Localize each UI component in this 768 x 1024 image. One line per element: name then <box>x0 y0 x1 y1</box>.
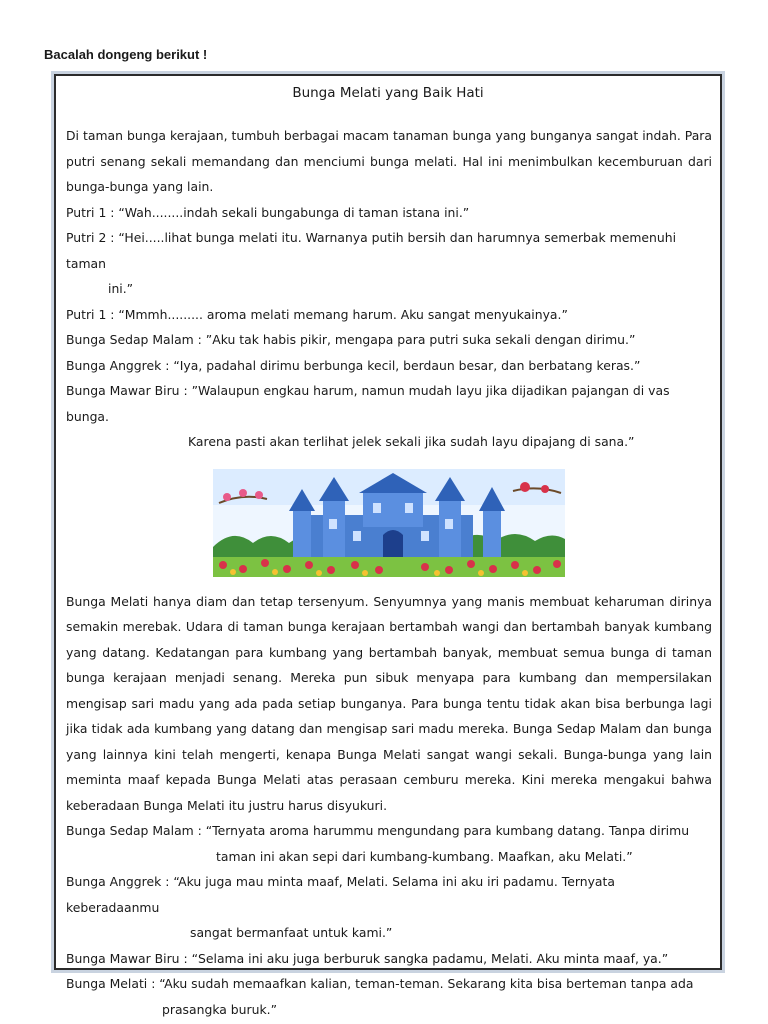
intro-paragraph: Di taman bunga kerajaan, tumbuh berbagai macam tanaman bunga yang bunganya sangat indah. Para putri senang sekali memandang dan menciumi bunga melati. Hal ini menimbulkan kecemburuan dari bunga-bunga yang lain. <box>66 128 712 194</box>
dialog-line: Bunga Anggrek : “Iya, padahal dirimu berbunga kecil, berdaun besar, dan berbatang keras.” <box>66 357 641 373</box>
dialog-line: Bunga Mawar Biru : “Selama ini aku juga berburuk sangka padamu, Melati. Aku minta maaf, ya.” <box>66 950 669 966</box>
story-title: Bunga Melati yang Baik Hati <box>292 85 484 101</box>
dialog-line: Putri 1 : “Wah........indah sekali bungabunga di taman istana ini.” <box>66 204 470 220</box>
instruction-text: Bacalah dongeng berikut ! <box>44 47 208 62</box>
dialog-line: Bunga Sedap Malam : ”Aku tak habis pikir, mengapa para putri suka sekali dengan dirimu.” <box>66 332 636 347</box>
dialog-line: Putri 1 : “Mmmh......... aroma melati memang harum. Aku sangat menyukainya.” <box>66 306 568 322</box>
story-body <box>66 123 712 1022</box>
dialog-line: Bunga Melati : “Aku sudah memaafkan kalian, teman-teman. Sekarang kita bisa berteman tanpa ada prasangka buruk.” <box>66 976 694 1017</box>
dialog-line: Bunga Mawar Biru : ”Walaupun engkau harum, namun mudah layu jika dijadikan pajangan di vas bunga. Karena pasti akan terlihat jelek sekali jika sudah layu dipajang di sana.” <box>66 383 670 449</box>
dialog-line: Bunga Sedap Malam : “Ternyata aroma harummu mengundang para kumbang datang. Tanpa dirimu taman ini akan sepi dari kumbang-kumbang. Maafkan, aku Melati.” <box>66 823 690 864</box>
story-box <box>54 74 722 1017</box>
castle-garden-illustration <box>213 469 565 577</box>
dialog-line: Bunga Anggrek : “Aku juga mau minta maaf, Melati. Selama ini aku iri padamu. Ternyata keberadaanmu sangat bermanfaat untuk kami.” <box>66 874 615 940</box>
middle-paragraph: Bunga Melati hanya diam dan tetap tersenyum. Senyumnya yang manis membuat keharuman dirinya semakin merebak. Udara di taman bunga kerajaan bertambah wangi dan bertambah banyak kumbang yang datang. Kedatangan para kumbang yang bertambah banyak, membuat semua bunga di taman bunga kerajaan menjadi senang. Mereka pun sibuk menyapa para kumbang dan mempersilakan mengisap sari madu yang ada pada setiap bunganya. Para bunga tentu tidak akan bisa berbunga lagi jika tidak ada kumbang yang datang dan mengisap sari madu mereka. Bunga Sedap Malam dan bunga yang lainnya kini telah mengerti, kenapa Bunga Melati sangat wangi sekali. Bunga-bunga yang lain meminta maaf kepada Bunga Melati atas perasaan cemburu mereka. Kini mereka mengakui bahwa keberadaan Bunga Melati itu justru harus disyukuri. <box>66 593 712 813</box>
dialog-line: Putri 2 : “Hei.....lihat bunga melati itu. Warnanya putih bersih dan harumnya semerbak memenuhi taman ini.” <box>66 230 677 296</box>
